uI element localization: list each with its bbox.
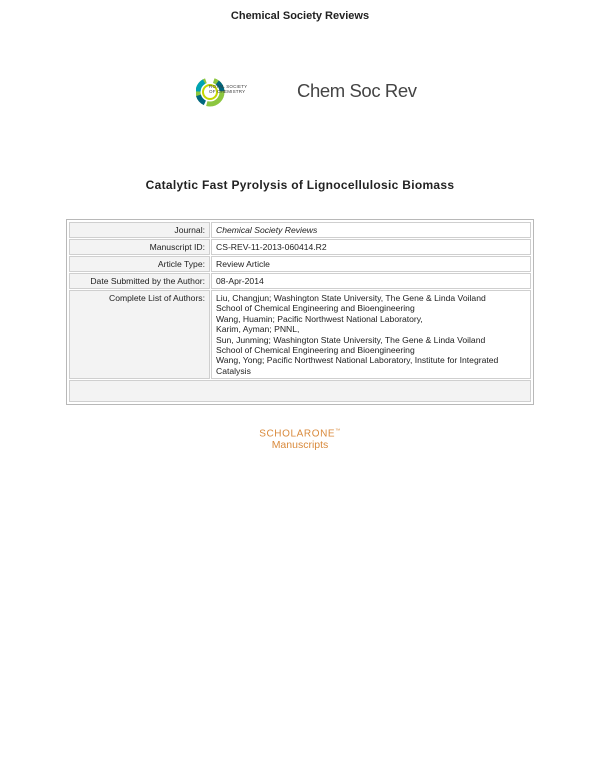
meta-label: Journal:	[69, 222, 210, 238]
running-head: Chemical Society Reviews	[230, 10, 370, 22]
meta-label: Article Type:	[69, 256, 210, 272]
author-line: School of Chemical Engineering and Bioengineering	[216, 345, 415, 356]
meta-label: Date Submitted by the Author:	[69, 273, 210, 289]
author-line: Sun, Junming; Washington State University, The Gene & Linda Voiland	[216, 334, 486, 345]
manuscript-meta-table	[66, 219, 534, 405]
rsc-logo-line: OF CHEMISTRY	[209, 89, 246, 94]
scholarone-manuscripts-text: Manuscripts	[271, 439, 329, 452]
meta-row-date-submitted	[69, 273, 531, 289]
author-line: Karim, Ayman; PNNL,	[216, 324, 300, 335]
trademark-symbol: ™	[335, 428, 341, 434]
scholarone-wordmark	[0, 428, 600, 439]
rsc-logo-line: ROYAL SOCIETY	[209, 84, 248, 89]
meta-row-journal	[69, 222, 531, 238]
meta-label: Manuscript ID:	[69, 239, 210, 255]
author-line: School of Chemical Engineering and Bioengineering	[216, 303, 415, 314]
meta-row-article-type	[69, 256, 531, 272]
rsc-logo-text	[209, 84, 249, 94]
meta-label: Complete List of Authors:	[69, 290, 210, 379]
meta-empty-cell	[69, 380, 531, 402]
author-line: Wang, Huamin; Pacific Northwest National Laboratory,	[216, 313, 423, 324]
meta-row-authors	[69, 290, 531, 379]
author-line: Wang, Yong; Pacific Northwest National Laboratory, Institute for Integrated	[216, 355, 499, 366]
scholarone-logo	[0, 428, 600, 451]
meta-row-manuscript-id	[69, 239, 531, 255]
meta-value-journal: Chemical Society Reviews	[211, 222, 531, 238]
article-title: Catalytic Fast Pyrolysis of Lignocellulosic Biomass	[145, 178, 455, 192]
author-line: Liu, Changjun; Washington State University, The Gene & Linda Voiland	[216, 293, 486, 303]
meta-value-date-submitted: 08-Apr-2014	[211, 273, 531, 289]
meta-value-authors	[211, 290, 531, 379]
journal-name: Chem Soc Rev	[297, 80, 417, 101]
meta-value-manuscript-id: CS-REV-11-2013-060414.R2	[211, 239, 531, 255]
meta-row-empty	[69, 380, 531, 402]
author-line: Catalysis	[216, 365, 251, 376]
journal-logo-area	[196, 72, 426, 116]
scholarone-text: SCHOLARONE	[259, 428, 336, 440]
meta-value-article-type: Review Article	[211, 256, 531, 272]
